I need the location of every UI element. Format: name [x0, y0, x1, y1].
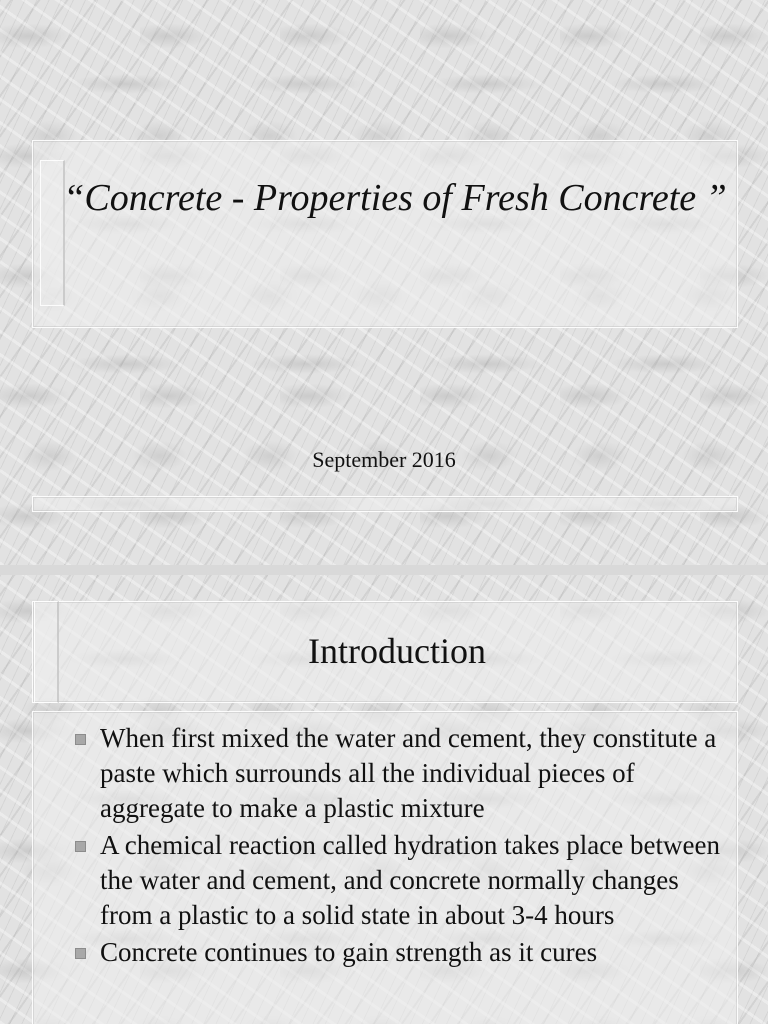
square-bullet-icon — [75, 841, 86, 852]
bullet-item — [72, 935, 722, 970]
bullet-text: A chemical reaction called hydration takes place between the water and cement, and concrete normally changes from a plastic to a solid state in about 3-4 hours — [100, 830, 720, 930]
slide-title: “Concrete - Properties of Fresh Concrete ” — [63, 177, 727, 219]
bullet-item — [72, 721, 722, 826]
subtitle-panel-bottom — [32, 496, 738, 512]
presentation-date: September 2016 — [312, 447, 456, 472]
title-panel — [32, 140, 738, 328]
bullet-item — [72, 828, 722, 933]
square-bullet-icon — [75, 948, 86, 959]
bullet-text: Concrete continues to gain strength as it cures — [100, 937, 598, 967]
introduction-slide — [0, 575, 768, 1024]
square-bullet-icon — [75, 734, 86, 745]
bullet-list — [72, 721, 722, 972]
bullet-text: When first mixed the water and cement, they constitute a paste which surrounds all the individual pieces of aggregate to make a plastic mixture — [100, 723, 717, 823]
intro-title: Introduction — [308, 631, 486, 671]
